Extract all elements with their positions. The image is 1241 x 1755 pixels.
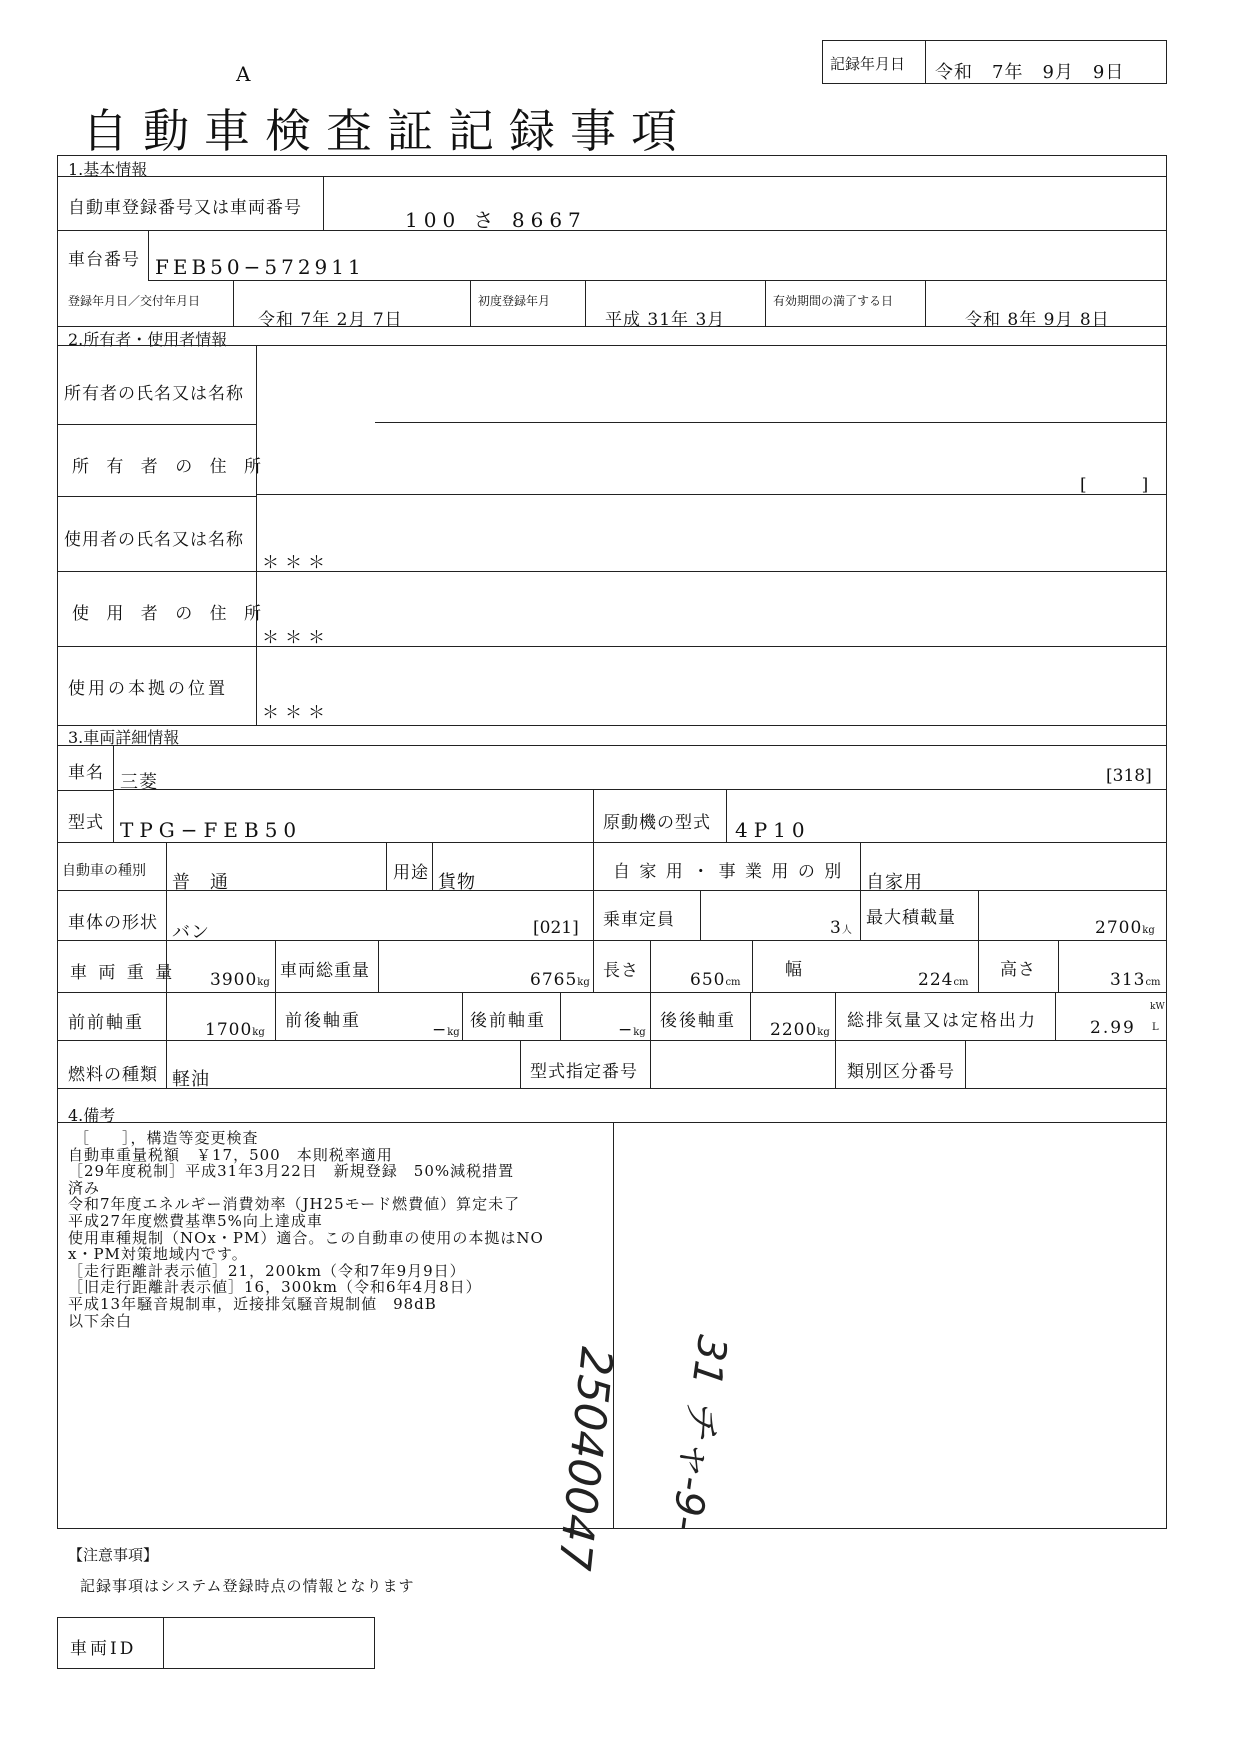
front-front-axle-value xyxy=(205,1020,265,1040)
rear-front-axle-label: 後前軸重 xyxy=(470,1011,546,1031)
capacity-label: 乗車定員 xyxy=(603,910,675,930)
front-rear-axle-value xyxy=(432,1020,460,1040)
front-rear-axle-label: 前後軸重 xyxy=(285,1011,361,1031)
reg-date-label: 登録年月日／交付年月日 xyxy=(68,294,201,308)
remarks-line: ［旧走行距離計表示値］16，300km（令和6年4月8日） xyxy=(68,1278,482,1297)
user-name-label: 使用者の氏名又は名称 xyxy=(64,530,244,550)
maker-code: [318] xyxy=(1106,766,1152,786)
use-value: 貨物 xyxy=(438,872,476,893)
rear-front-axle-value xyxy=(618,1020,646,1040)
private-business-value: 自家用 xyxy=(866,872,923,893)
form-mark: A xyxy=(236,62,251,86)
owner-address-bracket: [ ] xyxy=(1080,475,1150,495)
max-load-value xyxy=(1095,918,1155,938)
gross-weight-unit: kg xyxy=(577,977,590,988)
reg-number-value: 100 さ 8667 xyxy=(405,208,587,232)
kind-value: 普 通 xyxy=(172,872,229,893)
front-rear-axle-number: − xyxy=(432,1020,448,1040)
vehicle-weight-value xyxy=(210,970,270,990)
displacement-unit-kw: kW xyxy=(1150,1002,1165,1012)
vehicle-id-label: 車両ID xyxy=(70,1639,137,1659)
section-owner: 2.所有者・使用者情報 xyxy=(68,330,228,349)
type-designation-label: 型式指定番号 xyxy=(530,1062,638,1082)
displacement-unit-l: L xyxy=(1152,1022,1159,1033)
base-location-label: 使用の本拠の位置 xyxy=(68,679,228,699)
user-name-value: ＊＊＊ xyxy=(262,553,331,573)
rear-front-axle-number: − xyxy=(618,1020,634,1040)
notes-text: 記録事項はシステム登録時点の情報となります xyxy=(80,1577,415,1595)
record-date-label: 記録年月日 xyxy=(830,55,906,73)
front-front-axle-number: 1700 xyxy=(205,1020,253,1040)
chassis-value: FEB50−572911 xyxy=(155,255,365,279)
length-value xyxy=(690,970,741,990)
gross-weight-value xyxy=(530,970,590,990)
gross-weight-number: 6765 xyxy=(530,970,578,990)
width-unit: cm xyxy=(953,977,969,988)
remarks-line: ［29年度税制］平成31年3月22日 新規登録 50%減税措置 xyxy=(68,1162,515,1181)
record-date-value: 令和 7年 9月 9日 xyxy=(935,62,1125,83)
remarks-line: 以下余白 xyxy=(68,1311,133,1330)
use-label: 用途 xyxy=(393,863,429,883)
front-front-axle-label: 前前軸重 xyxy=(68,1013,144,1033)
rear-rear-axle-value xyxy=(770,1020,830,1040)
remarks-line: ［ ］，構造等変更検査 xyxy=(74,1129,259,1147)
rear-rear-axle-label: 後後軸重 xyxy=(660,1011,736,1031)
chassis-label: 車台番号 xyxy=(68,250,140,270)
height-unit: cm xyxy=(1145,977,1161,988)
rear-rear-axle-unit: kg xyxy=(817,1027,830,1038)
remarks-line: ［走行距離計表示値］21，200km（令和7年9月9日） xyxy=(68,1261,466,1280)
height-value xyxy=(1110,970,1161,990)
first-reg-value: 平成 31年 3月 xyxy=(605,310,726,330)
engine-value: 4P10 xyxy=(735,818,811,842)
section-basic: 1.基本情報 xyxy=(68,160,148,179)
vehicle-weight-unit: kg xyxy=(257,977,270,988)
reg-number-label: 自動車登録番号又は車両番号 xyxy=(68,198,302,218)
handwritten-note: 31 チャ-9- xyxy=(662,1332,736,1534)
max-load-number: 2700 xyxy=(1095,918,1143,938)
kind-label: 自動車の種別 xyxy=(62,863,146,879)
model-label: 型式 xyxy=(68,813,104,833)
class-number-label: 類別区分番号 xyxy=(847,1062,955,1082)
vehicle-weight-label: 車 両 重 量 xyxy=(70,963,176,983)
notes-title: 【注意事項】 xyxy=(68,1546,159,1564)
front-rear-axle-unit: kg xyxy=(447,1027,460,1038)
gross-weight-label: 車両総重量 xyxy=(280,961,370,981)
length-unit: cm xyxy=(725,977,741,988)
owner-address-label: 所 有 者 の 住 所 xyxy=(72,457,268,477)
section-vehicle: 3.車両詳細情報 xyxy=(68,728,180,747)
fuel-value: 軽油 xyxy=(172,1069,210,1090)
private-business-label: 自 家 用 ・ 事 業 用 の 別 xyxy=(613,862,844,882)
rear-front-axle-unit: kg xyxy=(633,1027,646,1038)
first-reg-label: 初度登録年月 xyxy=(478,294,551,308)
remarks-line: 平成27年度燃費基準5%向上達成車 xyxy=(68,1211,323,1230)
displacement-value: 2.99 xyxy=(1090,1018,1136,1038)
handwritten-number: 25040047 xyxy=(547,1344,622,1573)
remarks-line: 済み xyxy=(68,1178,101,1197)
rear-rear-axle-number: 2200 xyxy=(770,1020,818,1040)
remarks-line: 使用車種規制（NOx・PM）適合。この自動車の使用の本拠はNO xyxy=(68,1228,544,1247)
user-address-value: ＊＊＊ xyxy=(262,628,331,648)
remarks-line: 自動車重量税額 ￥17，500 本則税率適用 xyxy=(68,1145,393,1164)
max-load-unit: kg xyxy=(1142,925,1155,936)
maker-value: 三菱 xyxy=(120,772,158,793)
vehicle-weight-number: 3900 xyxy=(210,970,258,990)
max-load-label: 最大積載量 xyxy=(866,908,956,928)
length-label: 長さ xyxy=(603,961,639,981)
front-front-axle-unit: kg xyxy=(252,1027,265,1038)
capacity-unit: 人 xyxy=(841,925,852,936)
width-value xyxy=(918,970,969,990)
width-label: 幅 xyxy=(785,960,803,980)
capacity-number: 3 xyxy=(830,918,842,938)
model-value: TPG−FEB50 xyxy=(120,818,303,842)
page-title: 自動車検査証記録事項 xyxy=(82,104,692,158)
width-number: 224 xyxy=(918,970,954,990)
length-number: 650 xyxy=(690,970,726,990)
height-number: 313 xyxy=(1110,970,1146,990)
owner-name-label: 所有者の氏名又は名称 xyxy=(64,384,244,404)
remarks-list xyxy=(68,1130,608,1329)
maker-label: 車名 xyxy=(68,763,104,783)
body-shape-code: [021] xyxy=(533,918,579,938)
height-label: 高さ xyxy=(1000,960,1036,980)
expiry-label: 有効期間の満了する日 xyxy=(773,294,894,308)
capacity-value xyxy=(830,918,852,938)
reg-date-value: 令和 7年 2月 7日 xyxy=(258,310,403,330)
section-remarks: 4.備考 xyxy=(68,1106,116,1125)
remarks-line: 令和7年度エネルギー消費効率（JH25モード燃費値）算定未了 xyxy=(68,1195,521,1214)
body-shape-label: 車体の形状 xyxy=(68,913,158,933)
remarks-line: 平成13年騒音規制車，近接排気騒音規制値 98dB xyxy=(68,1294,437,1313)
engine-label: 原動機の型式 xyxy=(603,813,711,833)
base-location-value: ＊＊＊ xyxy=(262,703,331,723)
body-shape-value: バン xyxy=(172,922,210,943)
expiry-value: 令和 8年 9月 8日 xyxy=(965,310,1110,330)
remarks-line: x・PM対策地域内です。 xyxy=(68,1245,248,1264)
fuel-label: 燃料の種類 xyxy=(68,1065,158,1085)
user-address-label: 使 用 者 の 住 所 xyxy=(72,604,268,624)
displacement-label: 総排気量又は定格出力 xyxy=(847,1011,1037,1031)
